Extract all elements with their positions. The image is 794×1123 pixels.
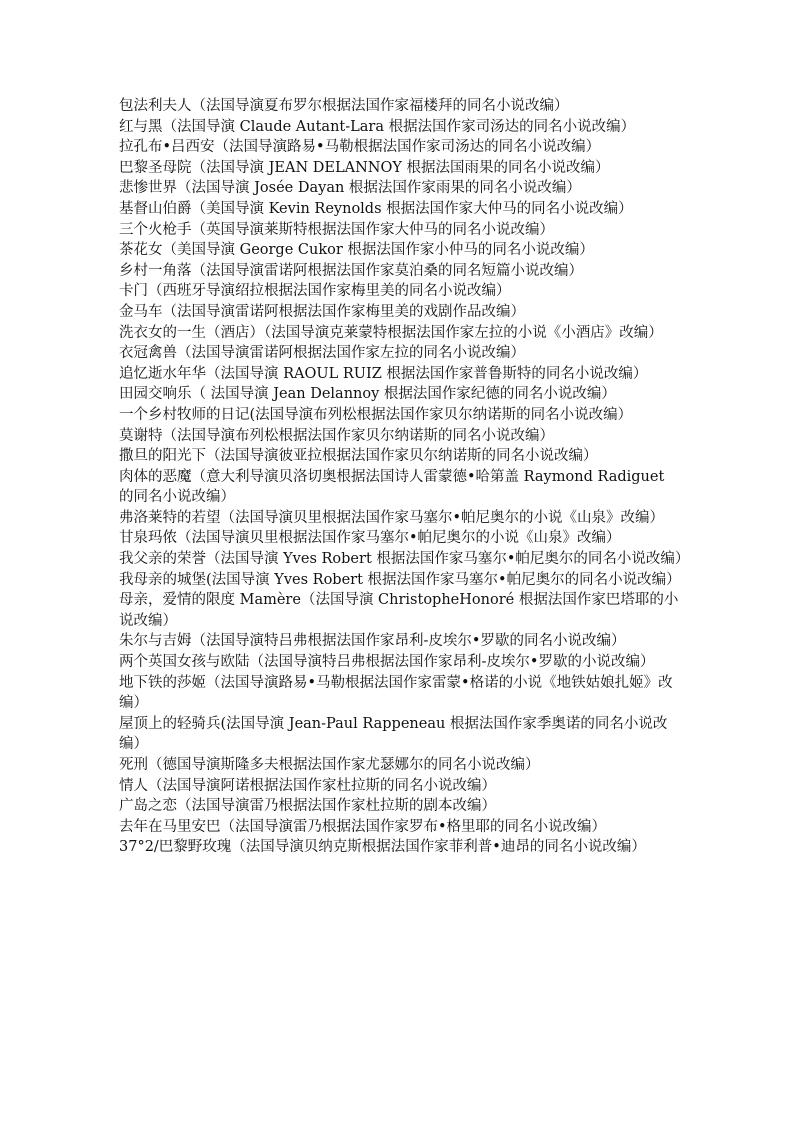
list-entry: 两个英国女孩与欧陆（法国导演特吕弗根据法国作家昂利-皮埃尔•罗歇的小说改编） xyxy=(119,654,655,671)
list-entry: 我母亲的城堡(法国导演 Yves Robert 根据法国作家马塞尔•帕尼奥尔的同名小说改编） xyxy=(119,571,681,588)
list-entry: 乡村一角落（法国导演雷诺阿根据法国作家莫泊桑的同名短篇小说改编） xyxy=(119,262,583,279)
list-entry: 甘泉玛侬（法国导演贝里根据法国作家马塞尔•帕尼奥尔的小说《山泉》改编） xyxy=(119,530,621,547)
list-entry: 广岛之恋（法国导演雷乃根据法国作家杜拉斯的剧本改编） xyxy=(119,798,496,815)
list-entry: 田园交响乐（ 法国导演 Jean Delannoy 根据法国作家纪德的同名小说改编） xyxy=(119,386,616,403)
list-entry: 衣冠禽兽（法国导演雷诺阿根据法国作家左拉的同名小说改编） xyxy=(119,345,525,362)
list-entry: 茶花女（美国导演 George Cukor 根据法国作家小仲马的同名小说改编） xyxy=(119,242,594,259)
list-entry: 撒旦的阳光下（法国导演彼亚拉根据法国作家贝尔纳诺斯的同名小说改编） xyxy=(119,448,598,465)
list-entry: 三个火枪手（英国导演莱斯特根据法国作家大仲马的同名小说改编） xyxy=(119,221,554,238)
list-entry: 莫谢特（法国导演布列松根据法国作家贝尔纳诺斯的同名小说改编） xyxy=(119,427,554,444)
list-entry: 弗洛莱特的若望（法国导演贝里根据法国作家马塞尔•帕尼奥尔的小说《山泉》改编） xyxy=(119,509,665,526)
list-entry: 37°2/巴黎野玫瑰（法国导演贝纳克斯根据法国作家菲利普•迪昂的同名小说改编） xyxy=(119,839,646,856)
list-entry: 我父亲的荣誉（法国导演 Yves Robert 根据法国作家马塞尔•帕尼奥尔的同名小说改编） xyxy=(119,551,690,568)
list-entry: 朱尔与吉姆（法国导演特吕弗根据法国作家昂利-皮埃尔•罗歇的同名小说改编） xyxy=(119,633,626,650)
list-entry: 死刑（德国导演斯隆多夫根据法国作家尤瑟娜尔的同名小说改编） xyxy=(119,757,540,773)
list-entry: 悲惨世界（法国导演 Josée Dayan 根据法国作家雨果的同名小说改编） xyxy=(119,180,581,197)
list-entry: 地下铁的莎姬（法国导演路易•马勒根据法国作家雷蒙•格诺的小说《地铁姑娘扎姬》改编） xyxy=(119,674,673,712)
list-entry: 肉体的恶魔（意大利导演贝洛切奥根据法国诗人雷蒙德•哈第盖 Raymond Radiguet 的同名小说改编） xyxy=(119,468,665,506)
list-entry: 基督山伯爵（美国导演 Kevin Reynolds 根据法国作家大仲马的同名小说改编） xyxy=(119,200,633,217)
list-entry: 去年在马里安巴（法国导演雷乃根据法国作家罗布•格里耶的同名小说改编） xyxy=(119,818,607,835)
film-adaptation-list xyxy=(119,96,690,858)
list-entry: 屋顶上的轻骑兵(法国导演 Jean-Paul Rappeneau 根据法国作家季奥诺的同名小说改编） xyxy=(119,715,668,753)
list-entry: 情人（法国导演阿诺根据法国作家杜拉斯的同名小说改编） xyxy=(119,777,496,794)
list-entry: 拉孔布•吕西安（法国导演路易•马勒根据法国作家司汤达的同名小说改编） xyxy=(119,139,601,156)
list-entry: 一个乡村牧师的日记(法国导演布列松根据法国作家贝尔纳诺斯的同名小说改编） xyxy=(119,406,633,423)
list-entry: 红与黑（法国导演 Claude Autant-Lara 根据法国作家司汤达的同名小说改编） xyxy=(119,118,636,135)
list-entry: 追忆逝水年华（法国导演 RAOUL RUIZ 根据法国作家普鲁斯特的同名小说改编） xyxy=(119,365,648,382)
list-entry: 巴黎圣母院（法国导演 JEAN DELANNOY 根据法国雨果的同名小说改编） xyxy=(119,159,610,176)
list-entry: 洗衣女的一生（酒店）（法国导演克莱蒙特根据法国作家左拉的小说《小酒店》改编） xyxy=(119,324,663,341)
list-entry: 包法利夫人（法国导演夏布罗尔根据法国作家福楼拜的同名小说改编） xyxy=(119,98,569,114)
list-entry: 卡门（西班牙导演绍拉根据法国作家梅里美的同名小说改编） xyxy=(119,283,511,300)
list-entry: 金马车（法国导演雷诺阿根据法国作家梅里美的戏剧作品改编） xyxy=(119,303,525,320)
list-entry: 母亲，爱情的限度 Mamère（法国导演 ChristopheHonoré 根据法国作家巴塔耶的小说改编） xyxy=(119,592,679,629)
